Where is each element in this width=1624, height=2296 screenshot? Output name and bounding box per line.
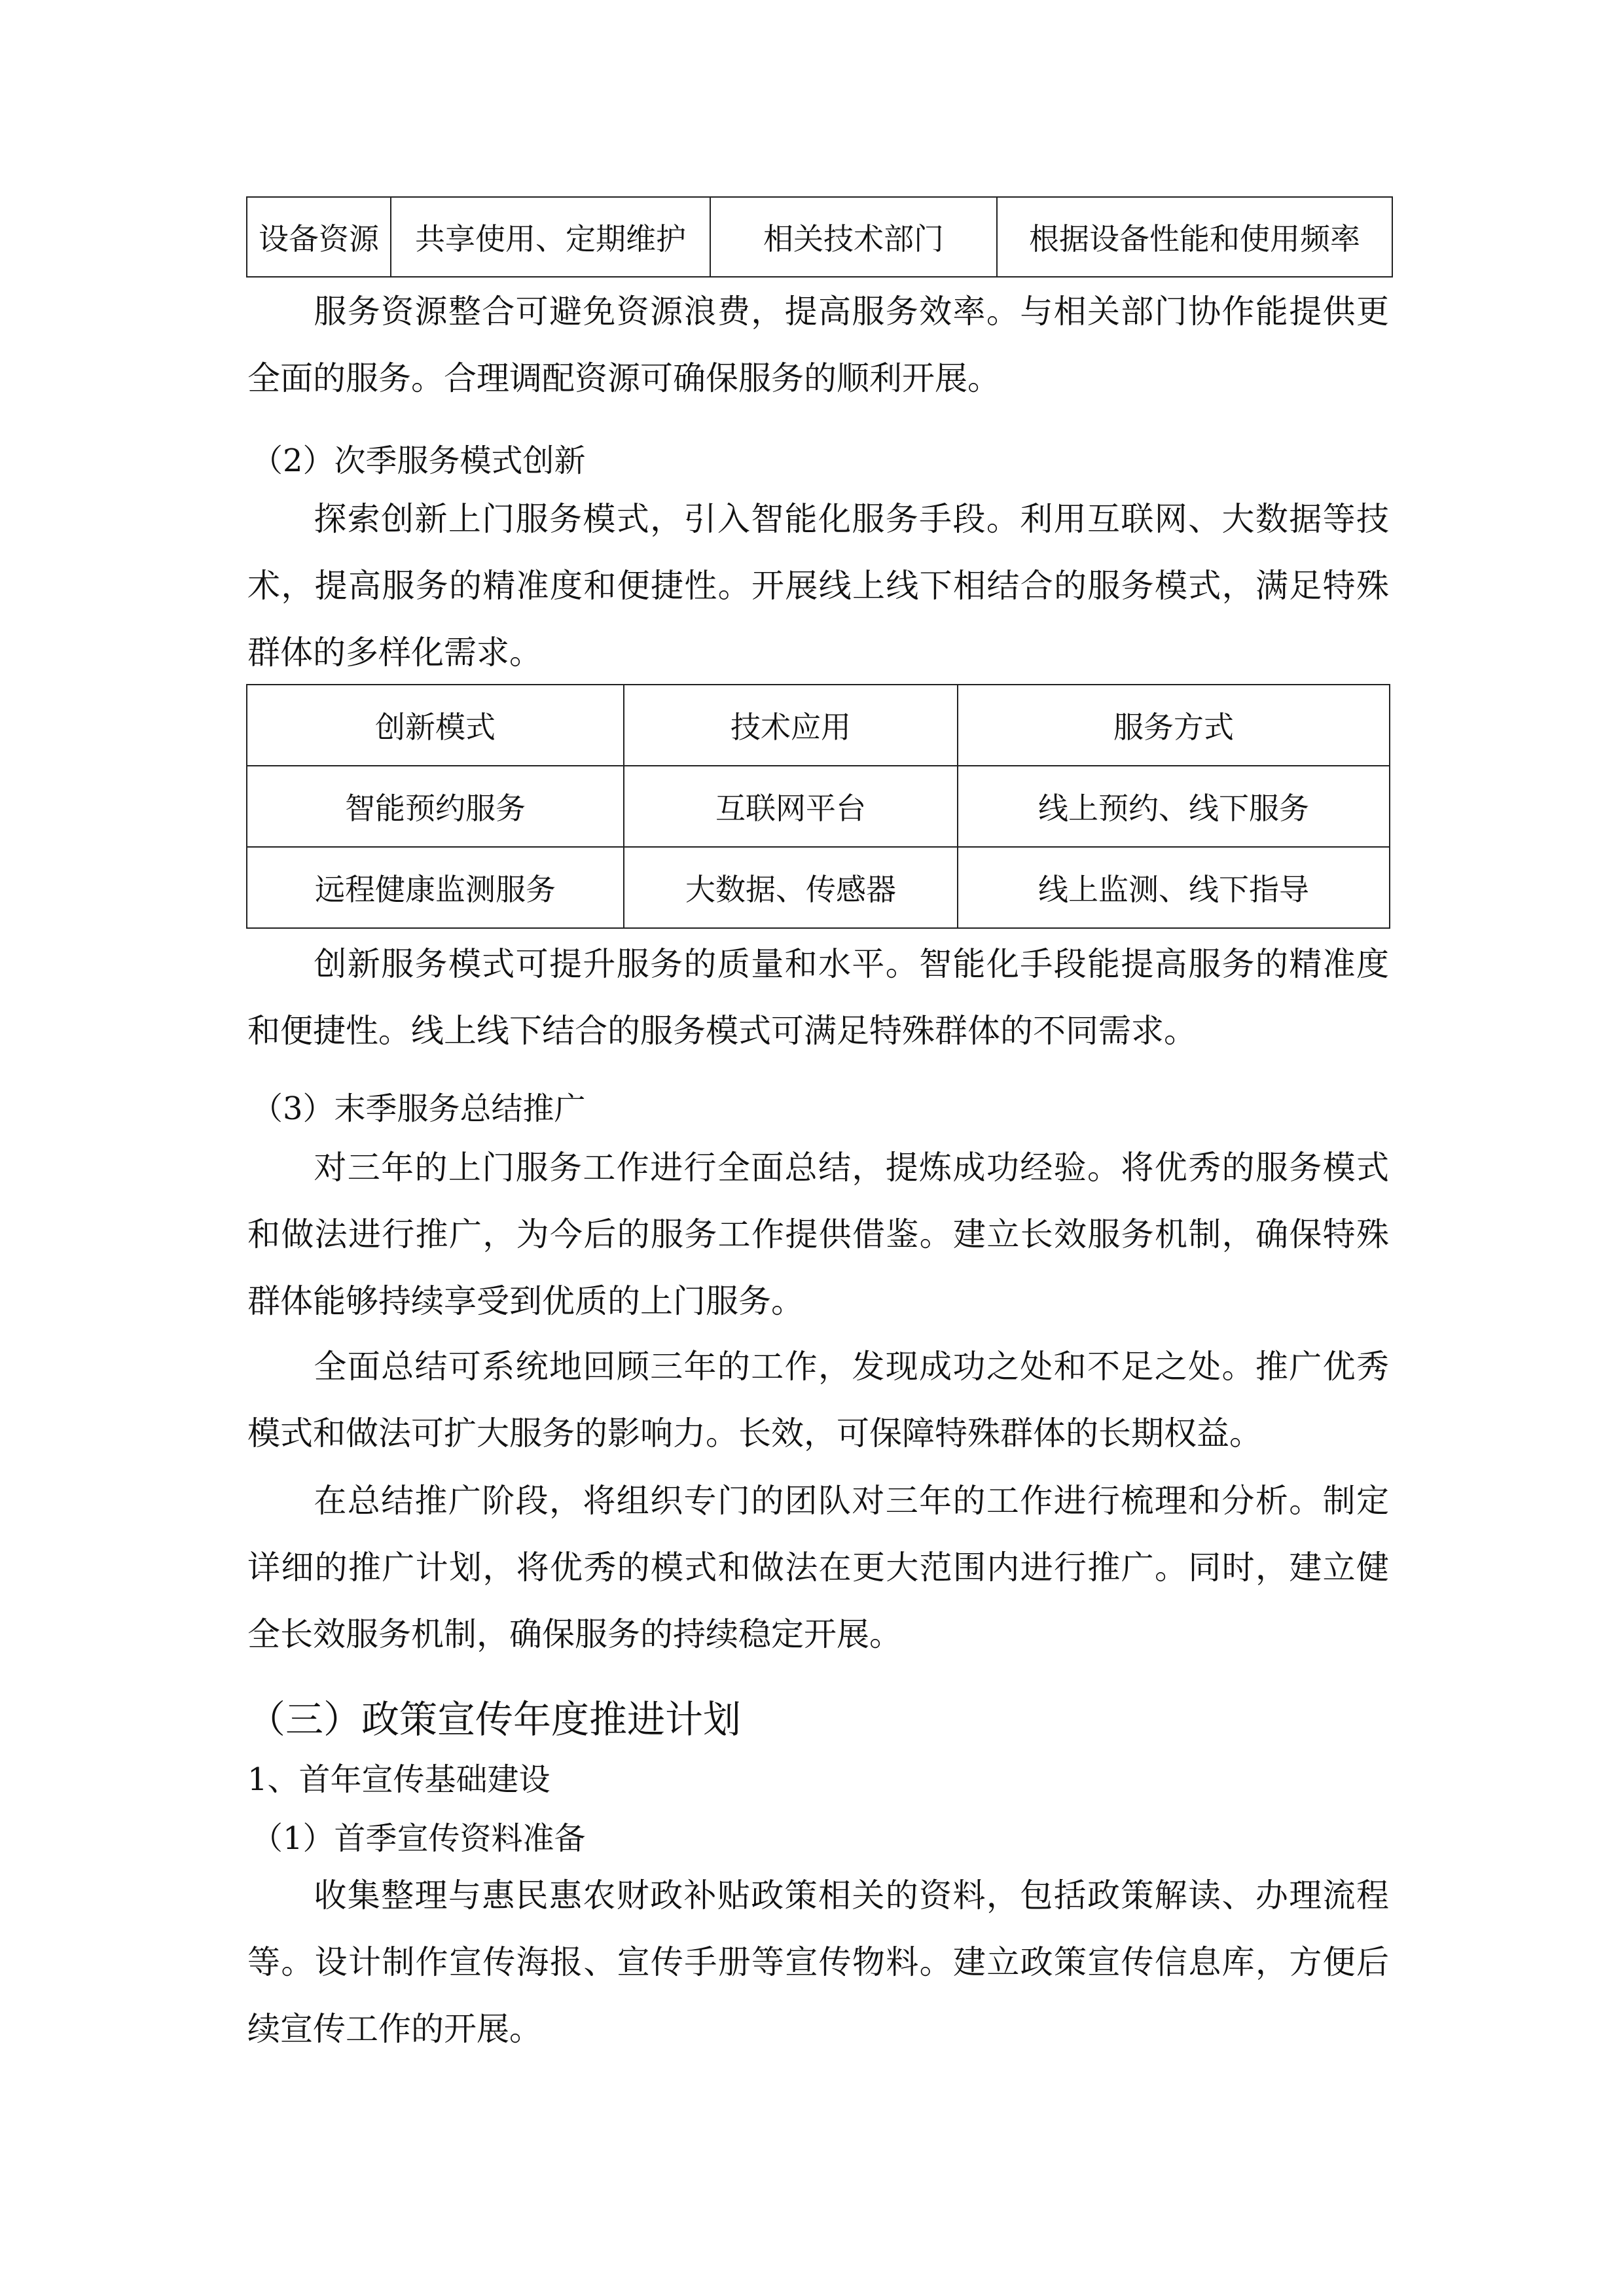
table-cell: 设备资源: [247, 197, 391, 277]
paragraph: [247, 1333, 1389, 1467]
table-header-cell: 创新模式: [247, 685, 624, 766]
paragraph-text: 收集整理与惠民惠农财政补贴政策相关的资料，包括政策解读、办理流程等。设计制作宣传海报、宣传手册等宣传物料。建立政策宣传信息库，方便后续宣传工作的开展。: [247, 1876, 1389, 2048]
paragraph: [247, 486, 1389, 686]
table-cell: 智能预约服务: [247, 766, 624, 847]
paragraph-text: 在总结推广阶段，将组织专门的团队对三年的工作进行梳理和分析。制定详细的推广计划，将优秀的模式和做法在更大范围内进行推广。同时，建立健全长效服务机制，确保服务的持续稳定开展。: [247, 1482, 1389, 1653]
table-cell: 大数据、传感器: [624, 847, 958, 928]
paragraph: [247, 1862, 1389, 2062]
table-cell: 根据设备性能和使用频率: [997, 197, 1392, 277]
table-row: [247, 197, 1392, 277]
paragraph-text: 创新服务模式可提升服务的质量和水平。智能化手段能提高服务的精准度和便捷性。线上线下结合的服务模式可满足特殊群体的不同需求。: [247, 945, 1389, 1050]
resource-table: [246, 196, 1393, 278]
paragraph-text: 探索创新上门服务模式，引入智能化服务手段。利用互联网、大数据等技术，提高服务的精准度和便捷性。开展线上线下相结合的服务模式，满足特殊群体的多样化需求。: [247, 500, 1389, 672]
paragraph-text: 对三年的上门服务工作进行全面总结，提炼成功经验。将优秀的服务模式和做法进行推广，为今后的服务工作提供借鉴。建立长效服务机制，确保特殊群体能够持续享受到优质的上门服务。: [247, 1149, 1389, 1320]
table-cell: 互联网平台: [624, 766, 958, 847]
paragraph: [247, 1467, 1389, 1668]
subsection-title: 1、首年宣传基础建设: [247, 1761, 550, 1798]
section-title: （三）政策宣传年度推进计划: [247, 1697, 742, 1742]
paragraph: [247, 931, 1389, 1064]
paragraph: [247, 278, 1389, 412]
table-cell: 共享使用、定期维护: [391, 197, 710, 277]
table-header-cell: 服务方式: [958, 685, 1390, 766]
table-header-row: [247, 685, 1390, 766]
subsection-heading: （2）次季服务模式创新: [251, 442, 586, 479]
table-cell: 相关技术部门: [710, 197, 997, 277]
table-header-cell: 技术应用: [624, 685, 958, 766]
innovation-table: [246, 684, 1390, 929]
subsection-heading: （1）首季宣传资料准备: [251, 1820, 586, 1857]
paragraph-text: 服务资源整合可避免资源浪费，提高服务效率。与相关部门协作能提供更全面的服务。合理调配资源可确保服务的顺利开展。: [247, 293, 1389, 397]
paragraph: [247, 1134, 1389, 1335]
table-row: [247, 766, 1390, 847]
table-row: [247, 847, 1390, 928]
paragraph-text: 全面总结可系统地回顾三年的工作，发现成功之处和不足之处。推广优秀模式和做法可扩大服务的影响力。长效，可保障特殊群体的长期权益。: [247, 1348, 1389, 1452]
table-cell: 线上预约、线下服务: [958, 766, 1390, 847]
table-cell: 线上监测、线下指导: [958, 847, 1390, 928]
table-cell: 远程健康监测服务: [247, 847, 624, 928]
subsection-heading: （3）末季服务总结推广: [251, 1090, 586, 1127]
